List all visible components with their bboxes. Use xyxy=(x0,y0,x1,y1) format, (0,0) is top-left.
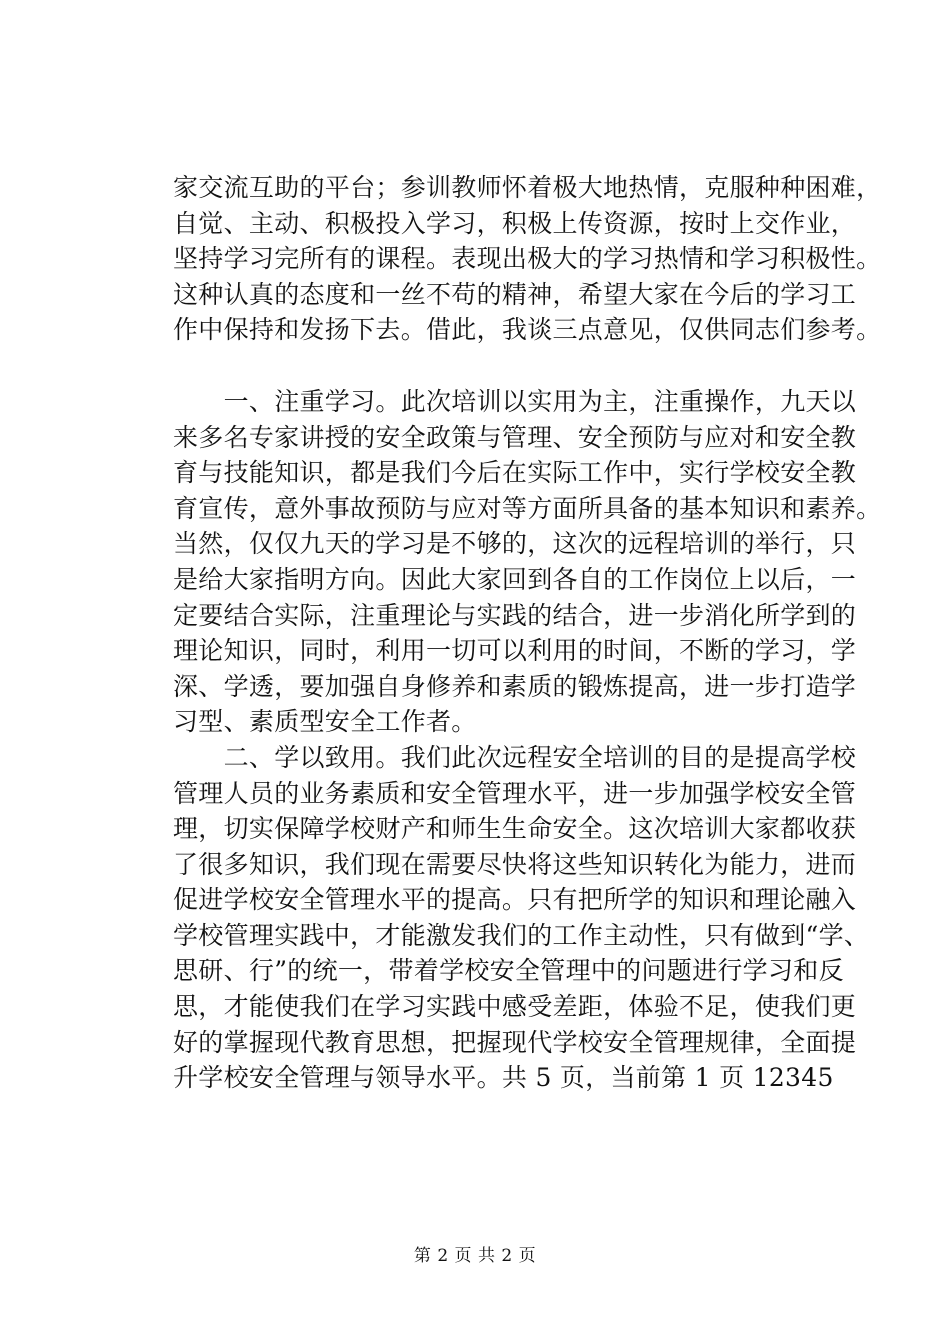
text-line: 坚持学习完所有的课程。表现出极大的学习热情和学习积极性。 xyxy=(173,244,882,274)
text-line: 习型、素质型安全工作者。 xyxy=(173,707,477,737)
text-line: 自觉、主动、积极投入学习，积极上传资源，按时上交作业， xyxy=(173,208,857,238)
document-body xyxy=(173,170,882,1096)
paragraph-spacer xyxy=(173,348,863,384)
text-line: 了很多知识，我们现在需要尽快将这些知识转化为能力，进而 xyxy=(173,849,857,879)
text-line: 育宣传，意外事故预防与应对等方面所具备的基本知识和素养。 xyxy=(173,493,882,523)
text-line: 当然，仅仅九天的学习是不够的，这次的远程培训的举行，只 xyxy=(173,529,857,559)
text-line: 升学校安全管理与领导水平。共 5 页，当前第 1 页 12345 xyxy=(173,1063,834,1093)
text-line: 管理人员的业务素质和安全管理水平，进一步加强学校安全管 xyxy=(173,778,857,808)
text-line: 思研、行”的统一，带着学校安全管理中的问题进行学习和反 xyxy=(173,956,844,986)
text-line: 家交流互助的平台；参训教师怀着极大地热情，克服种种困难， xyxy=(173,173,882,202)
text-line: 好的掌握现代教育思想，把握现代学校安全管理规律，全面提 xyxy=(173,1027,857,1057)
text-line: 理论知识，同时，利用一切可以利用的时间，不断的学习，学 xyxy=(173,636,857,666)
text-line: 思，才能使我们在学习实践中感受差距，体验不足，使我们更 xyxy=(173,992,857,1022)
text-line: 定要结合实际，注重理论与实践的结合，进一步消化所学到的 xyxy=(173,600,857,630)
text-line: 促进学校安全管理水平的提高。只有把所学的知识和理论融入 xyxy=(173,885,857,915)
text-line: 二、学以致用。我们此次远程安全培训的目的是提高学校 xyxy=(173,742,857,772)
paragraph-1 xyxy=(173,170,882,348)
text-line: 这种认真的态度和一丝不苟的精神，希望大家在今后的学习工 xyxy=(173,279,857,309)
text-line: 深、学透，要加强自身修养和素质的锻炼提高，进一步打造学 xyxy=(173,671,857,701)
text-line: 一、注重学习。此次培训以实用为主，注重操作，九天以 xyxy=(173,386,857,416)
text-line: 育与技能知识，都是我们今后在实际工作中，实行学校安全教 xyxy=(173,458,857,488)
paragraph-2 xyxy=(173,384,882,740)
page-footer: 第 2 页 共 2 页 xyxy=(413,1246,537,1266)
text-line: 是给大家指明方向。因此大家回到各自的工作岗位上以后，一 xyxy=(173,564,857,594)
text-line: 理，切实保障学校财产和师生生命安全。这次培训大家都收获 xyxy=(173,814,857,844)
text-line: 作中保持和发扬下去。借此，我谈三点意见，仅供同志们参考。 xyxy=(173,315,882,345)
text-line: 来多名专家讲授的安全政策与管理、安全预防与应对和安全教 xyxy=(173,422,857,452)
text-line: 学校管理实践中，才能激发我们的工作主动性，只有做到“学、 xyxy=(173,920,870,950)
paragraph-3 xyxy=(173,740,870,1096)
